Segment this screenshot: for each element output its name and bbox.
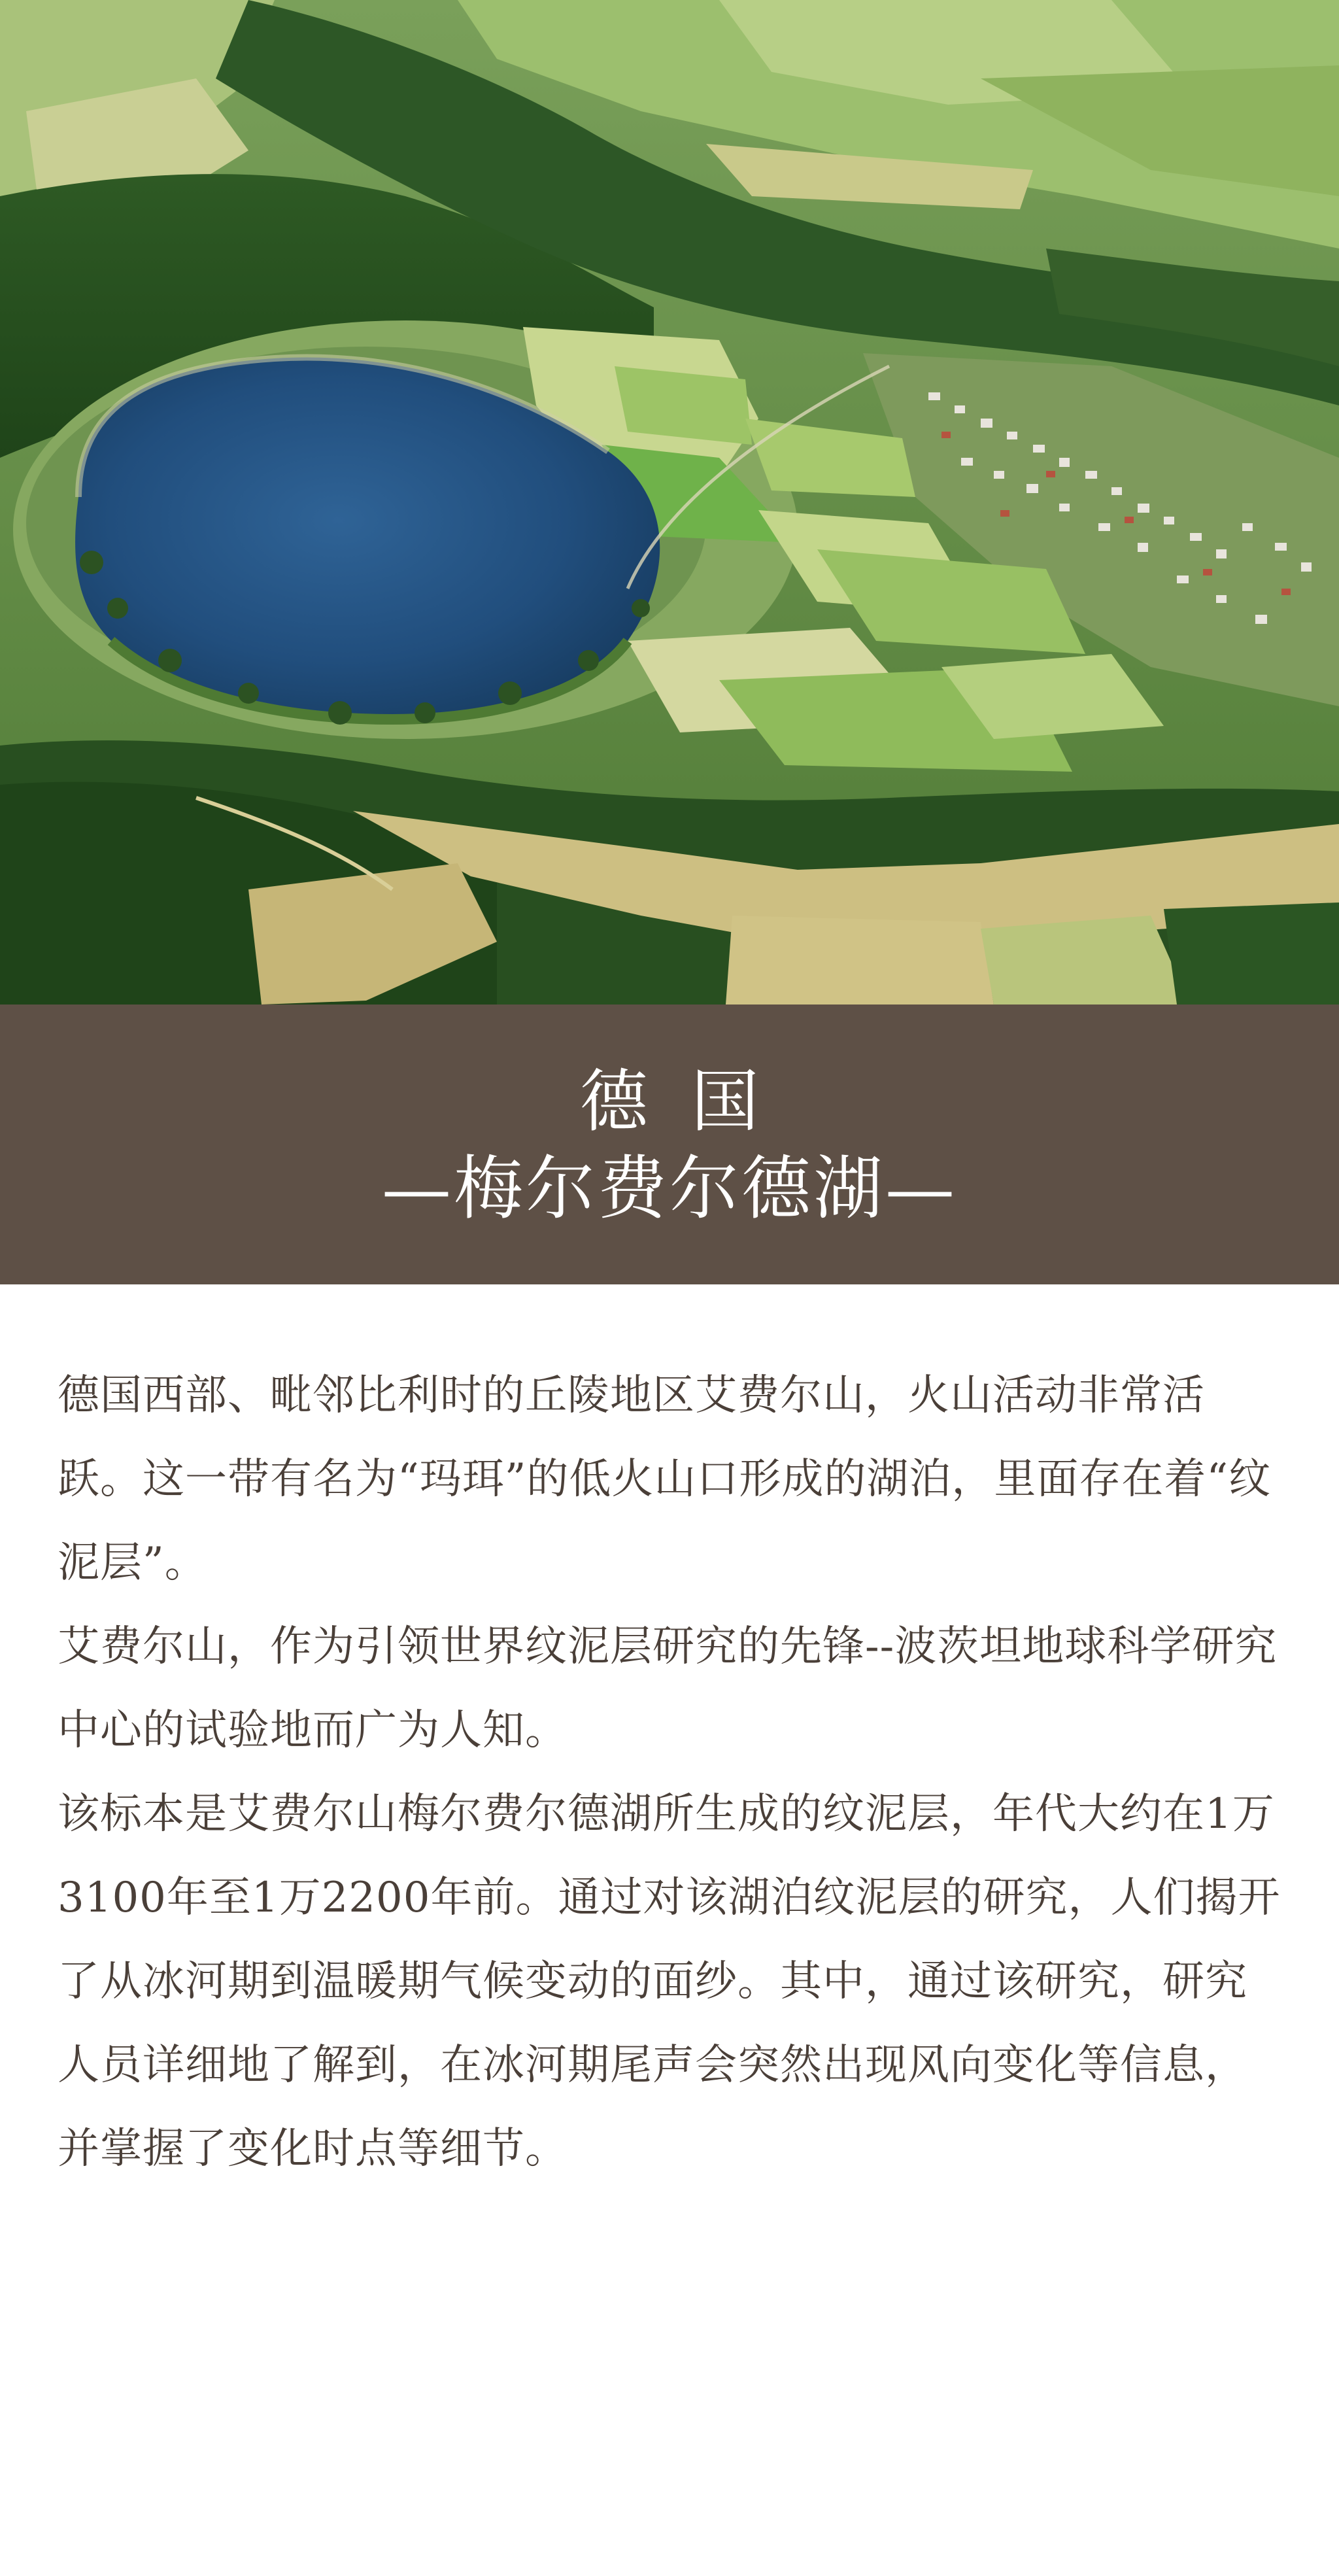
article-paragraph: 德国西部、毗邻比利时的丘陵地区艾费尔山，火山活动非常活跃。这一带有名为“玛珥”的低火山口形成的湖泊，里面存在着“纹泥层”。 bbox=[58, 1371, 1272, 1587]
country-title: 德国 bbox=[579, 1061, 802, 1141]
article-body bbox=[58, 1354, 1287, 2191]
hero-photo bbox=[0, 0, 1339, 1005]
article-paragraph: 艾费尔山，作为引领世界纹泥层研究的先锋--波茨坦地球科学研究中心的试验地而广为人知。 bbox=[58, 1623, 1278, 1755]
lake-title: —梅尔费尔德湖— bbox=[382, 1148, 957, 1229]
article-paragraph: 该标本是艾费尔山梅尔费尔德湖所生成的纹泥层，年代大约在1万3100年至1万2200年前。通过对该湖泊纹泥层的研究，人们揭开了从冰河期到温暖期气候变动的面纱。其中，通过该研究，研究人员详细地了解到，在冰河期尾声会突然出现风向变化等信息，并掌握了变化时点等细节。 bbox=[58, 1790, 1281, 2173]
aerial-lake-image bbox=[0, 0, 1339, 1005]
title-banner bbox=[0, 1005, 1339, 1284]
